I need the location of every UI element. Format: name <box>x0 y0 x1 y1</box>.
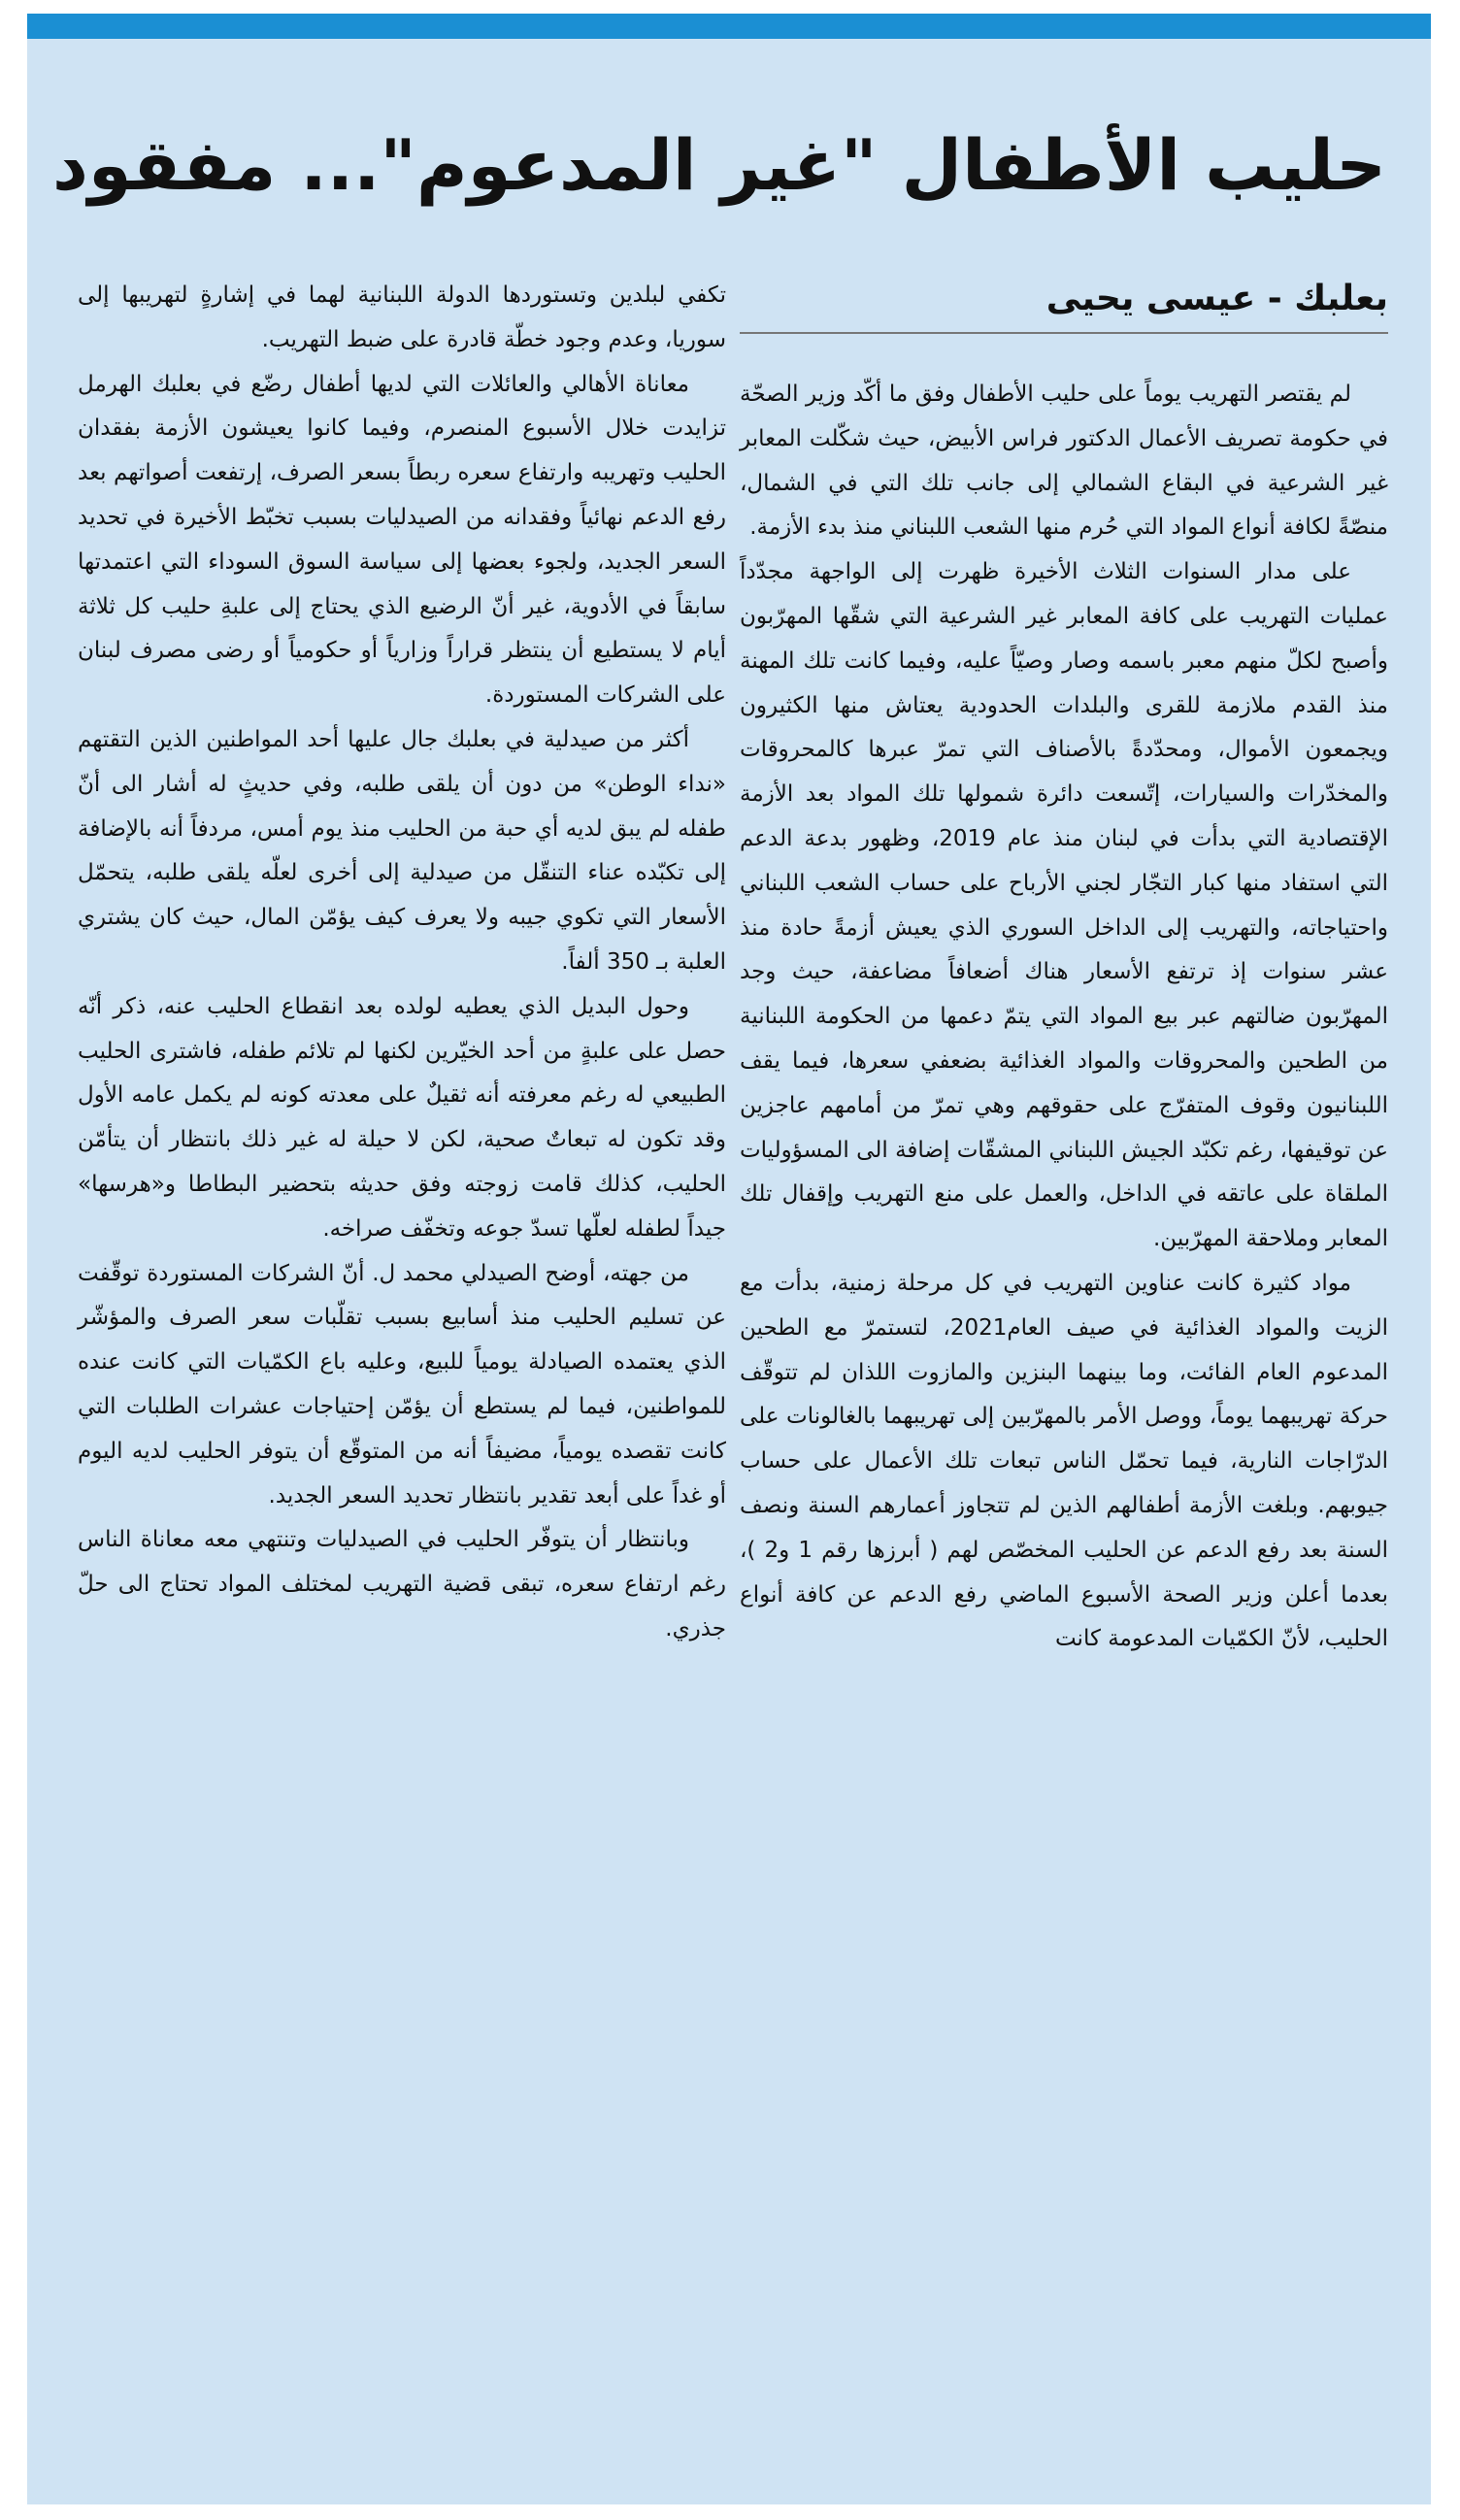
paragraph: لم يقتصر التهريب يوماً على حليب الأطفال وفق ما أكّد وزير الصحّة في حكومة تصريف الأعمال الدكتور فراس الأبيض، حيث شكّلت المعابر غير الشرعية في البقاع الشمالي إلى جانب تلك التي في الشمال، منصّةً لكافة أنواع المواد التي حُرم منها الشعب اللبناني منذ بدء الأزمة. <box>740 381 1388 541</box>
right-column <box>740 274 1388 1662</box>
paragraph: وحول البديل الذي يعطيه لولده بعد انقطاع الحليب عنه، ذكر أنّه حصل على علبةٍ من أحد الخيّرين لكنها لم تلائم طفله، فاشترى الحليب الطبيعي له رغم معرفته أنه ثقيلٌ على معدته كونه لم يكمل عامه الأول وقد تكون له تبعاتٌ صحية، لكن لا حيلة له غير ذلك بانتظار أن يتأمّن الحليب، كذلك قامت زوجته وفق حديثه بتحضير البطاطا و«هرسها» جيداً لطفله لعلّها تسدّ جوعه وتخفّف صراخه. <box>78 993 726 1242</box>
paragraph: من جهته، أوضح الصيدلي محمد ل. أنّ الشركات المستوردة توقّفت عن تسليم الحليب منذ أسابيع بسبب تقلّبات سعر الصرف والمؤشّر الذي يعتمده الصيادلة يومياً للبيع، وعليه باع الكمّيات التي كانت عنده للمواطنين، فيما لم يستطع أن يؤمّن إحتياجات عشرات الطلبات التي كانت تقصده يومياً، مضيفاً أنه من المتوقّع أن يتوفر الحليب لديه اليوم أو غداً على أبعد تقدير بانتظار تحديد السعر الجديد. <box>78 1260 726 1509</box>
paragraph: تكفي لبلدين وتستوردها الدولة اللبنانية لهما في إشارةٍ لتهريبها إلى سوريا، وعدم وجود خطّة قادرة على ضبط التهريب. <box>78 282 726 352</box>
left-column <box>78 274 726 1652</box>
paragraph: على مدار السنوات الثلاث الأخيرة ظهرت إلى الواجهة مجدّداً عمليات التهريب على كافة المعابر غير الشرعية التي شقّها المهرّبون وأصبح لكلّ منهم معبر باسمه وصار وصيّاً عليه، وفيما كانت تلك المهنة منذ القدم ملازمة للقرى والبلدات الحدودية يعتاش منها الكثيرون ويجمعون الأموال، ومحدّدةً بالأصناف التي تمرّ عبرها كالمحروقات والمخدّرات والسيارات، إتّسعت دائرة شمولها تلك المواد بعد الأزمة الإقتصادية التي بدأت في لبنان منذ عام 2019، وظهور بدعة الدعم التي استفاد منها كبار التجّار لجني الأرباح على حساب الشعب اللبناني واحتياجاته، والتهريب إلى الداخل السوري الذي يعيش أزمةً حادة منذ عشر سنوات إذ ترتفع الأسعار هناك أضعافاً مضاعفة، حيث وجد المهرّبون ضالتهم عبر بيع المواد التي يتمّ دعمها من الحكومة اللبنانية من الطحين والمحروقات والمواد الغذائية بضعفي سعرها، فيما يقف اللبنانيون وقوف المتفرّج على حقوقهم وهي تمرّ من أمامهم عاجزين عن توقيفها، رغم تكبّد الجيش اللبناني المشقّات إضافة الى المسؤوليات الملقاة على عاتقه في الداخل، والعمل على منع التهريب وإقفال تلك المعابر وملاحقة المهرّبين. <box>740 559 1388 1252</box>
paragraph: وبانتظار أن يتوفّر الحليب في الصيدليات وتنتهي معه معاناة الناس رغم ارتفاع سعره، تبقى قضية التهريب لمختلف المواد تحتاج الى حلّ جذري. <box>78 1527 726 1641</box>
paragraph: أكثر من صيدلية في بعلبك جال عليها أحد المواطنين الذين التقتهم «نداء الوطن» من دون أن يلقى طلبه، وفي حديثٍ له أشار الى أنّ طفله لم يبق لديه أي حبة من الحليب منذ يوم أمس، مردفاً أنه بالإضافة إلى تكبّده عناء التنقّل من صيدلية إلى أخرى لعلّه يلقى طلبه، يتحمّل الأسعار التي تكوي جيبه ولا يعرف كيف يؤمّن المال، حيث كان يشتري العلبة بـ 350 ألفاً. <box>78 726 726 975</box>
article-sheet <box>27 14 1431 2504</box>
paragraph: معاناة الأهالي والعائلات التي لديها أطفال رضّع في بعلبك الهرمل تزايدت خلال الأسبوع المنصرم، وفيما كانوا يعيشون الأزمة بفقدان الحليب وتهريبه وارتفاع سعره ربطاً بسعر الصرف، إرتفعت أصواتهم بعد رفع الدعم نهائياً وفقدانه من الصيدليات بسبب تخبّط الأخيرة في تحديد السعر الجديد، ولجوء بعضها إلى سياسة السوق السوداء التي اعتمدتها سابقاً في الأدوية، غير أنّ الرضيع الذي يحتاج إلى علبةِ حليب كل ثلاثة أيام لا يستطيع أن ينتظر قراراً وزارياً أو حكومياً أو رضى مصرف لبنان على الشركات المستوردة. <box>78 371 726 709</box>
byline: بعلبك - عيسى يحيى <box>740 274 1388 334</box>
headline: حليب الأطفال "غير المدعوم"... مفقود <box>51 124 1386 206</box>
paragraph: مواد كثيرة كانت عناوين التهريب في كل مرحلة زمنية، بدأت مع الزيت والمواد الغذائية في صيف العام2021، لتستمرّ مع الطحين المدعوم العام الفائت، وما بينهما البنزين والمازوت اللذان لم تتوقّف حركة تهريبهما يوماً، ووصل الأمر بالمهرّبين إلى تهريبهما بالغالونات على الدرّاجات النارية، فيما تحمّل الناس تبعات تلك الأعمال على حساب جيوبهم. وبلغت الأزمة أطفالهم الذين لم تتجاوز أعمارهم السنة ونصف السنة بعد رفع الدعم عن الحليب المخصّص لهم ( أبرزها رقم 1 و2 )، بعدما أعلن وزير الصحة الأسبوع الماضي رفع الدعم عن كافة أنواع الحليب، لأنّ الكمّيات المدعومة كانت <box>740 1270 1389 1652</box>
